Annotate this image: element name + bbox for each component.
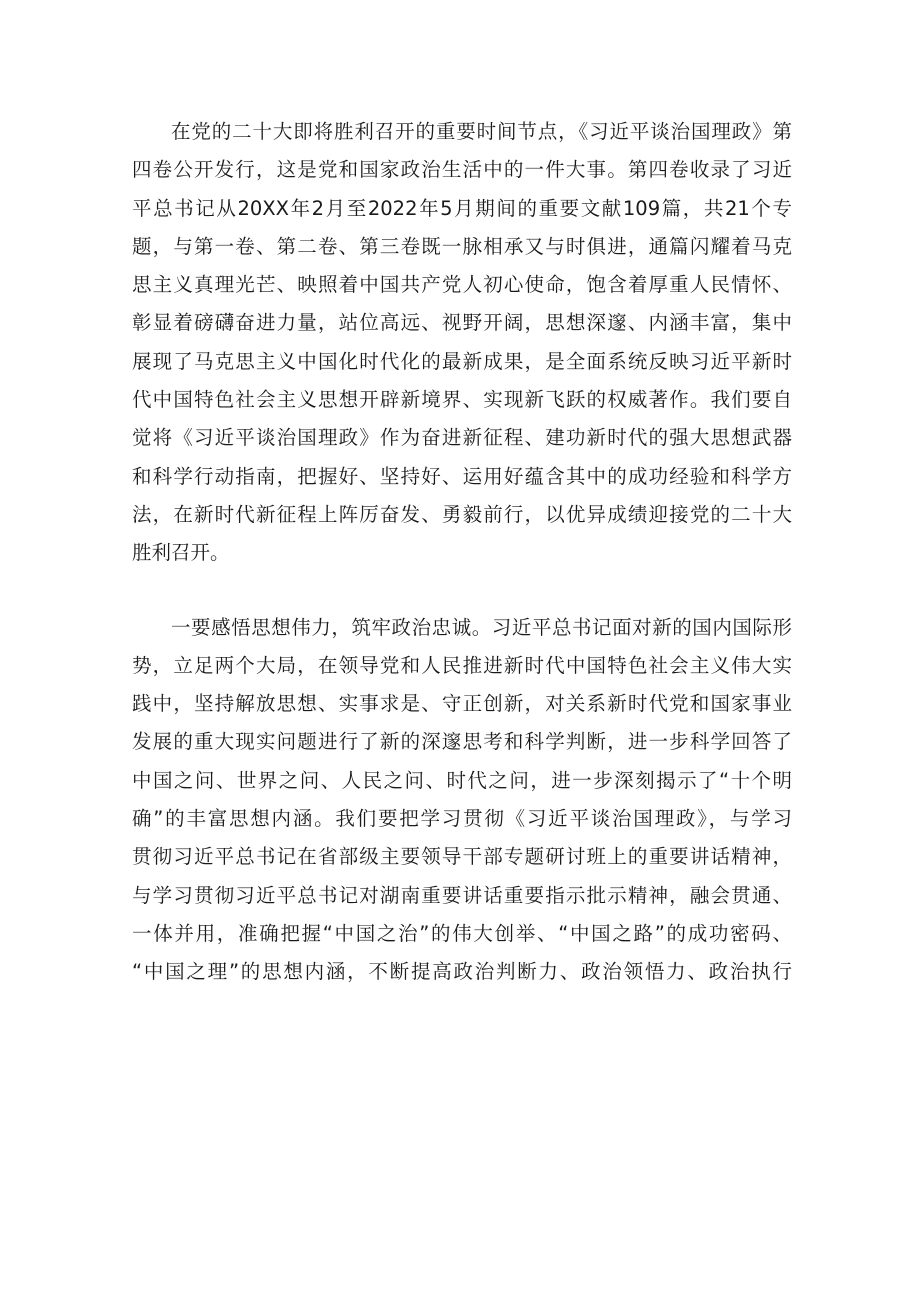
- text-line: 题，与第一卷、第二卷、第三卷既一脉相承又与时俱进，通篇闪耀着马克: [132, 234, 792, 258]
- text-line: 和科学行动指南，把握好、坚持好、运用好蕴含其中的成功经验和科学方: [132, 464, 792, 488]
- text-line: “中国之理”的思想内涵，不断提高政治判断力、政治领悟力、政治执行: [132, 960, 792, 984]
- text-line: 一体并用，准确把握“中国之治”的伟大创举、“中国之路”的成功密码、: [132, 921, 792, 945]
- paragraph-2: [132, 609, 792, 992]
- paragraph-1: [132, 113, 792, 573]
- paragraph-spacer: [132, 573, 792, 609]
- text-line: 思主义真理光芒、映照着中国共产党人初心使命，饱含着厚重人民情怀、: [132, 273, 792, 297]
- text-line: 中国之问、世界之问、人民之问、时代之问，进一步深刻揭示了“十个明: [132, 768, 792, 792]
- text-line: 在党的二十大即将胜利召开的重要时间节点，《习近平谈治国理政》第: [171, 120, 792, 143]
- body-text: [132, 113, 792, 992]
- text-line: 胜利召开。: [132, 541, 230, 565]
- text-line: 发展的重大现实问题进行了新的深邃思考和科学判断，进一步科学回答了: [132, 730, 792, 754]
- text-line: 觉将《习近平谈治国理政》作为奋进新征程、建功新时代的强大思想武器: [132, 426, 792, 450]
- text-line: 贯彻习近平总书记在省部级主要领导干部专题研讨班上的重要讲话精神，: [132, 845, 792, 869]
- text-line: 与学习贯彻习近平总书记对湖南重要讲话重要指示批示精神，融会贯通、: [132, 883, 792, 907]
- text-line: 势，立足两个大局，在领导党和人民推进新时代中国特色社会主义伟大实: [132, 653, 792, 677]
- text-line: 践中，坚持解放思想、实事求是、守正创新，对关系新时代党和国家事业: [132, 692, 792, 716]
- text-line: 一要感悟思想伟力，筑牢政治忠诚。习近平总书记面对新的国内国际形: [171, 615, 792, 639]
- text-line: 确”的丰富思想内涵。我们要把学习贯彻《习近平谈治国理政》，与学习: [132, 807, 792, 831]
- text-line: 展现了马克思主义中国化时代化的最新成果，是全面系统反映习近平新时: [132, 349, 792, 373]
- text-line: 平总书记从20XX年2月至2022年5月期间的重要文献109篇，共21个专: [132, 196, 792, 220]
- text-line: 法，在新时代新征程上阵厉奋发、勇毅前行，以优异成绩迎接党的二十大: [132, 502, 792, 526]
- text-line: 代中国特色社会主义思想开辟新境界、实现新飞跃的权威著作。我们要自: [132, 388, 792, 412]
- text-line: 彰显着磅礴奋进力量，站位高远、视野开阔，思想深邃、内涵丰富，集中: [132, 311, 792, 335]
- text-line: 四卷公开发行，这是党和国家政治生活中的一件大事。第四卷收录了习近: [132, 158, 792, 182]
